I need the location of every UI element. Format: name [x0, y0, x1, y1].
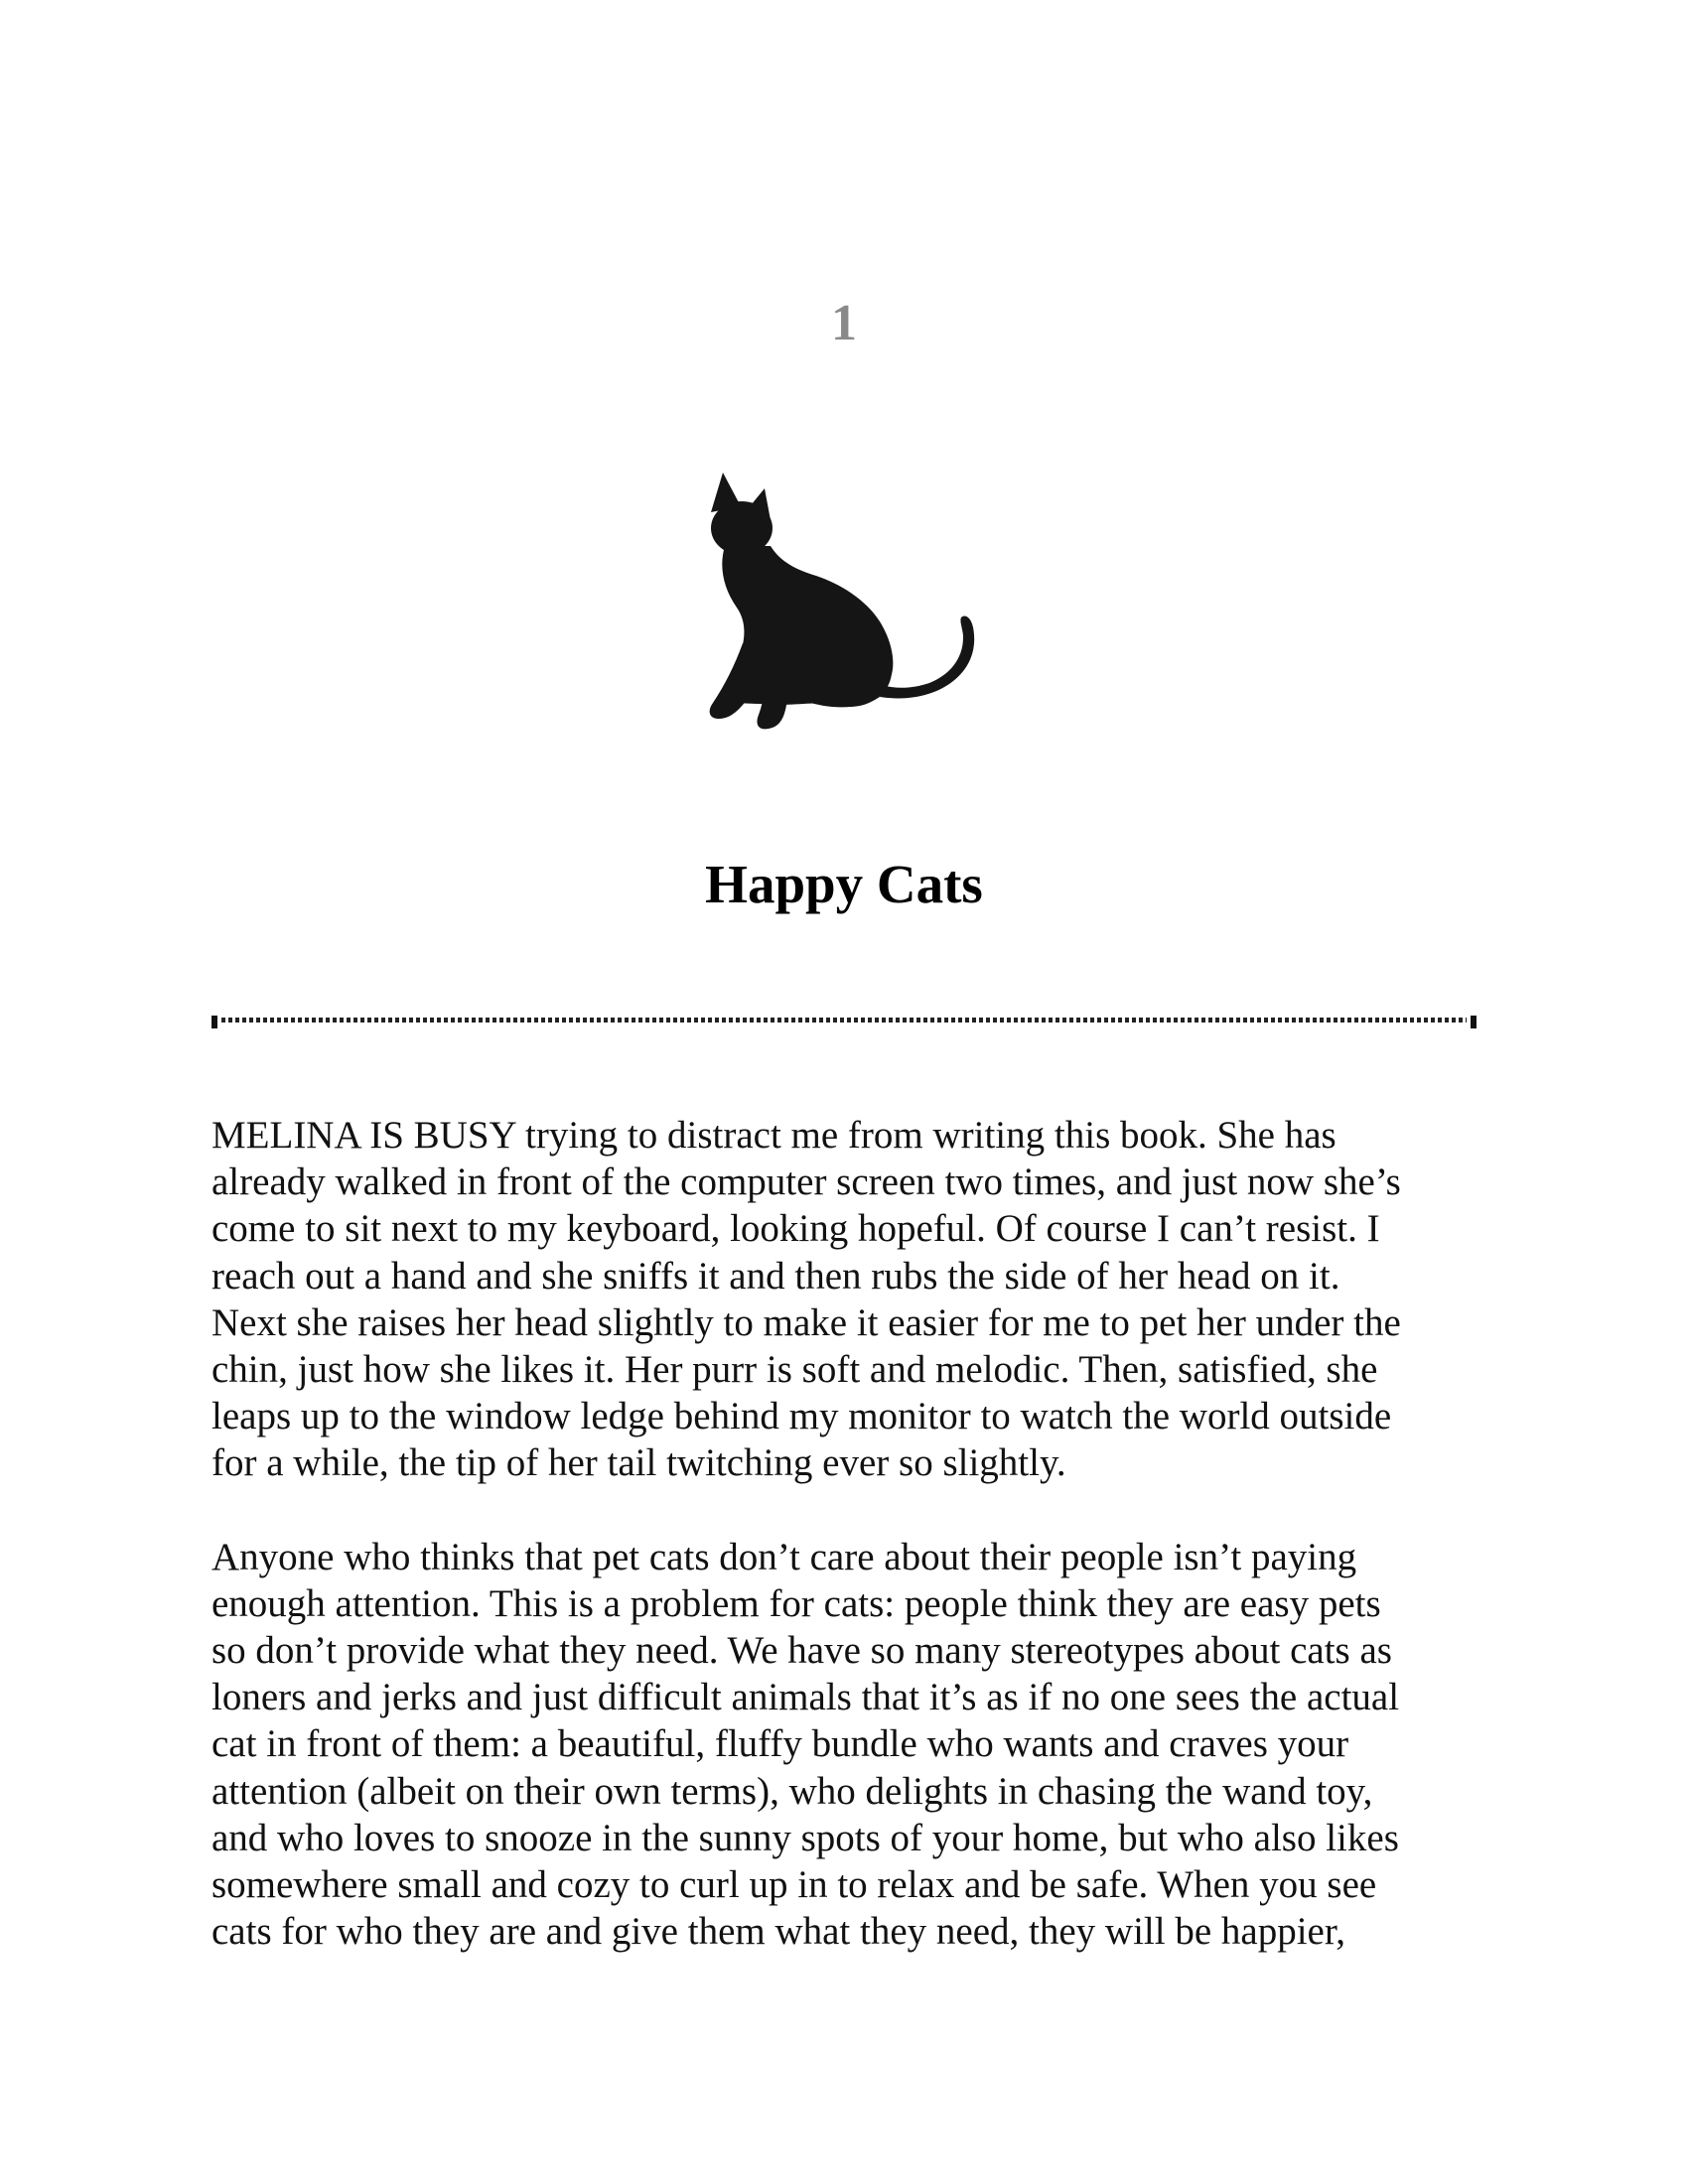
- text-line: already walked in front of the computer screen two times, and just now she’s: [211, 1160, 1401, 1204]
- text-line: and who loves to snooze in the sunny spots of your home, but who also likes: [211, 1816, 1399, 1859]
- cat-silhouette-icon: [685, 467, 1003, 754]
- divider-dotted-line: [221, 1018, 1467, 1023]
- divider-end-left: [211, 1016, 217, 1028]
- text-line: Next she raises her head slightly to make it easier for me to pet her under the: [211, 1300, 1401, 1344]
- text-line: reach out a hand and she sniffs it and then rubs the side of her head on it.: [211, 1254, 1340, 1297]
- text-line: leaps up to the window ledge behind my monitor to watch the world outside: [211, 1395, 1392, 1438]
- text-line: enough attention. This is a problem for cats: people think they are easy pets: [211, 1581, 1381, 1625]
- ornamental-divider: [211, 1016, 1477, 1028]
- text-line: for a while, the tip of her tail twitching ever so slightly.: [211, 1441, 1066, 1485]
- paragraph: [211, 1534, 1492, 1956]
- chapter-title: Happy Cats: [705, 854, 983, 914]
- text-line: somewhere small and cozy to curl up in to relax and be safe. When you see: [211, 1863, 1377, 1907]
- text-line: cats for who they are and give them what they need, they will be happier,: [211, 1910, 1346, 1954]
- paragraph: [211, 1112, 1492, 1487]
- text-line: MELINA IS BUSY trying to distract me from writing this book. She has: [211, 1114, 1336, 1157]
- chapter-body: [211, 1112, 1492, 2001]
- divider-end-right: [1471, 1016, 1477, 1028]
- text-line: cat in front of them: a beautiful, fluffy bundle who wants and craves your: [211, 1722, 1349, 1766]
- chapter-number: 1: [831, 295, 857, 351]
- text-line: so don’t provide what they need. We have so many stereotypes about cats as: [211, 1629, 1392, 1673]
- text-line: loners and jerks and just difficult animals that it’s as if no one sees the actual: [211, 1676, 1400, 1719]
- text-line: attention (albeit on their own terms), who delights in chasing the wand toy,: [211, 1769, 1373, 1813]
- text-line: chin, just how she likes it. Her purr is soft and melodic. Then, satisfied, she: [211, 1348, 1378, 1392]
- text-line: Anyone who thinks that pet cats don’t care about their people isn’t paying: [211, 1535, 1357, 1578]
- text-line: come to sit next to my keyboard, looking hopeful. Of course I can’t resist. I: [211, 1207, 1380, 1251]
